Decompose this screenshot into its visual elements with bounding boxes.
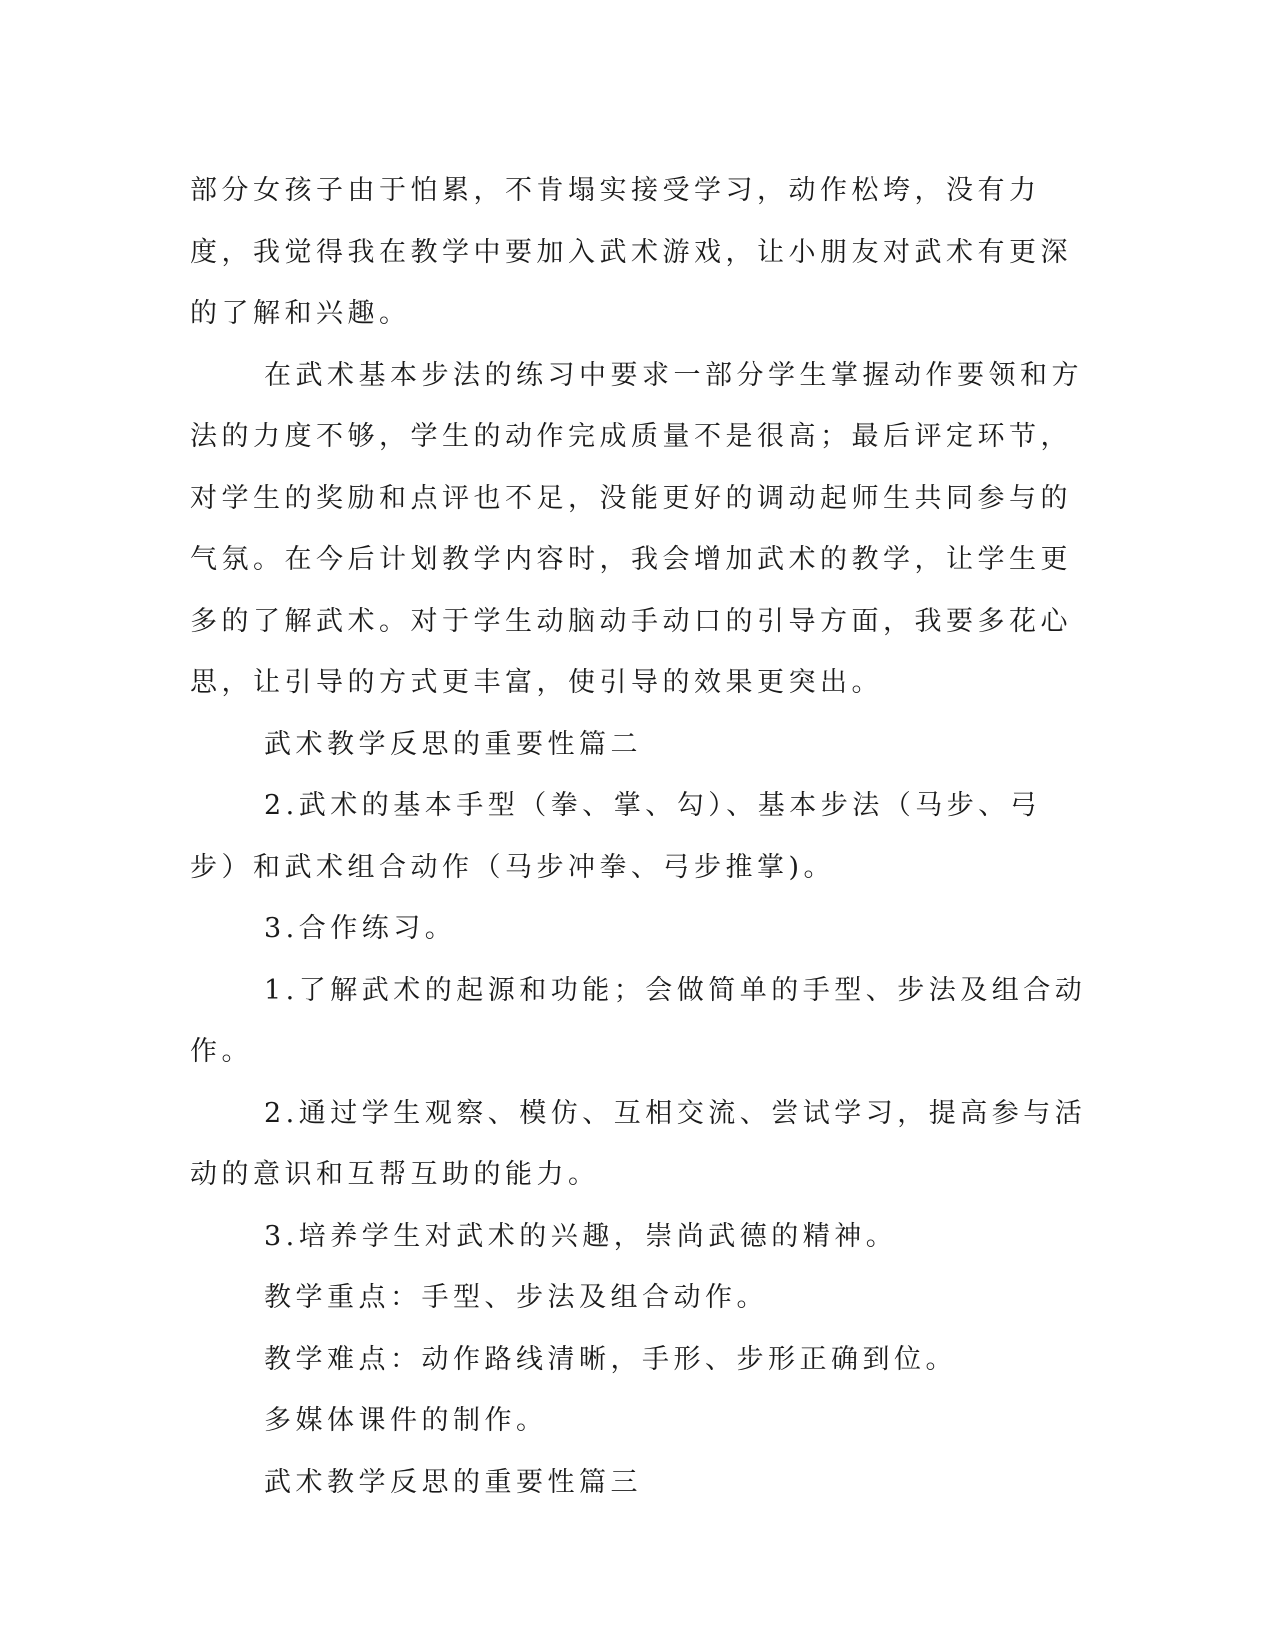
paragraph-difficulties: 教学难点：动作路线清晰，手形、步形正确到位。 xyxy=(264,1343,957,1375)
paragraph-teaching-content: 2.武术的基本手型（拳、掌、勾）、基本步法（马步、弓步）和武术组合动作（马步冲拳、弓步推掌)。 xyxy=(190,790,1042,883)
paragraph-objective-1: 1.了解武术的起源和功能；会做简单的手型、步法及组合动作。 xyxy=(190,974,1087,1067)
section-heading-part-two: 武术教学反思的重要性篇二 xyxy=(264,728,642,760)
document-body xyxy=(190,160,1090,1513)
paragraph-objective-3: 3.培养学生对武术的兴趣，崇尚武德的精神。 xyxy=(264,1220,898,1252)
paragraph-continuation: 部分女孩子由于怕累，不肯塌实接受学习，动作松垮，没有力度，我觉得我在教学中要加入武术游戏，让小朋友对武术有更深的了解和兴趣。 xyxy=(190,175,1072,329)
paragraph-cooperative-practice: 3.合作练习。 xyxy=(264,913,457,944)
paragraph-reflection: 在武术基本步法的练习中要求一部分学生掌握动作要领和方法的力度不够，学生的动作完成质量不是很高；最后评定环节，对学生的奖励和点评也不足，没能更好的调动起师生共同参与的气氛。在今后计划教学内容时，我会增加武术的教学，让学生更多的了解武术。对于学生动脑动手动口的引导方面，我要多花心思，让引导的方式更丰富，使引导的效果更突出。 xyxy=(190,359,1083,698)
paragraph-objective-2: 2.通过学生观察、模仿、互相交流、尝试学习，提高参与活动的意识和互帮互助的能力。 xyxy=(190,1097,1087,1190)
paragraph-key-points: 教学重点：手型、步法及组合动作。 xyxy=(264,1282,768,1313)
section-heading-part-three: 武术教学反思的重要性篇三 xyxy=(264,1466,642,1498)
paragraph-preparation: 多媒体课件的制作。 xyxy=(264,1405,548,1436)
